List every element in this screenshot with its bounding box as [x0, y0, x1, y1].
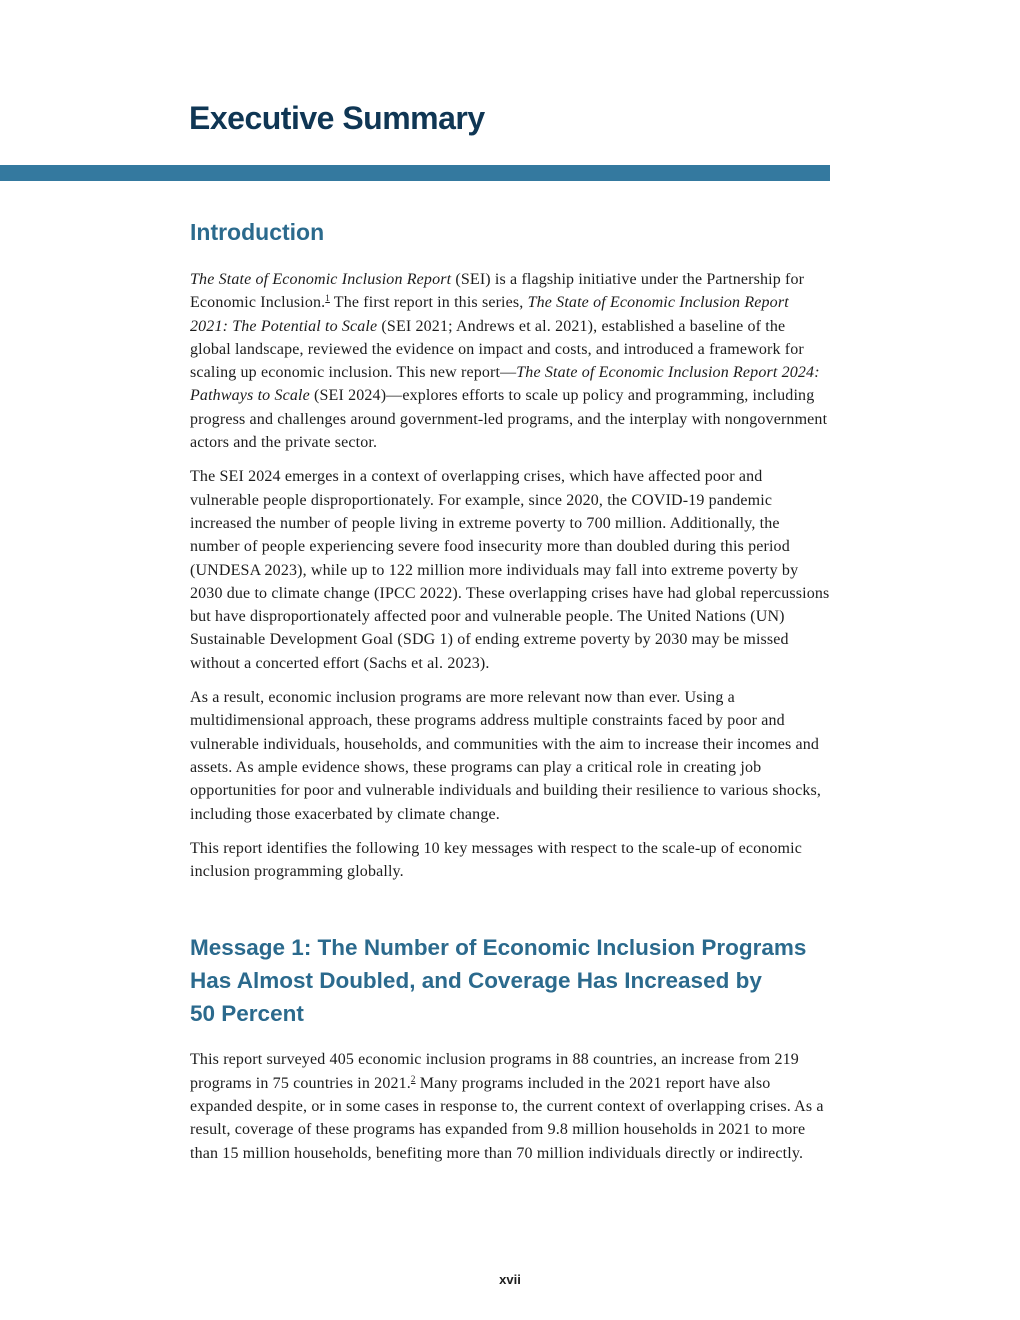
report-title-italic: The State of Economic Inclusion Report: [190, 271, 452, 288]
page-title: Executive Summary: [189, 100, 485, 136]
footnote-ref-1[interactable]: 1: [325, 293, 330, 304]
document-body: [190, 216, 830, 1176]
text-run: Many programs included in the 2021 report have also expanded despite, or in some cases in response to, the current context of overlapping crises. As a result, coverage of these programs has expanded from 9.8 million households in 2021 to more than 15 million households, benefiting more than 70 million individuals directly or indirectly.: [190, 1074, 824, 1162]
text-run: This report surveyed 405 economic inclusion programs in 88 countries, an increase from 219 programs in 75 countries in 2021.: [190, 1051, 799, 1092]
section-heading-introduction: Introduction: [190, 219, 325, 245]
intro-paragraph-3: As a result, economic inclusion programs are more relevant now than ever. Using a multidimensional approach, these programs address multiple constraints faced by poor and vulnerable individuals, households, and communities with the aim to increase their incomes and assets. As ample evidence shows, these programs can play a critical role in creating job opportunities for poor and vulnerable individuals and building their resilience to various shocks, including those exacerbated by climate change.: [190, 689, 822, 823]
message-1-paragraph: [190, 1048, 830, 1164]
heading-line: 50 Percent: [190, 1001, 304, 1027]
footnote-ref-2[interactable]: 2: [410, 1073, 416, 1084]
heading-line: Message 1: The Number of Economic Inclusion Programs: [190, 935, 807, 961]
heading-line: Has Almost Doubled, and Coverage Has Increased by: [190, 968, 762, 994]
text-run: (SEI) is a flagship initiative under the Partnership for Economic Inclusion.: [190, 271, 805, 312]
report-title-italic: The State of Economic Inclusion Report 2024: Pathways to Scale: [190, 364, 820, 405]
text-run: (SEI 2021; Andrews et al. 2021), established a baseline of the global landscape, reviewed the evidence on impact and costs, and introduced a framework for scaling up economic inclusion. This new report—: [190, 317, 804, 382]
intro-paragraph-2: The SEI 2024 emerges in a context of overlapping crises, which have affected poor and vulnerable people disproportionately. For example, since 2020, the COVID-19 pandemic increased the number of people living in extreme poverty to 700 million. Additionally, the number of people experiencing severe food insecurity more than doubled during this period (UNDESA 2023), while up to 122 million more individuals may fall into extreme poverty by 2030 due to climate change (IPCC 2022). These overlapping crises have had global repercussions but have disproportionately affected poor and vulnerable people. The United Nations (UN) Sustainable Development Goal (SDG 1) of ending extreme poverty by 2030 may be missed without a concerted effort (Sachs et al. 2023).: [190, 468, 830, 672]
intro-paragraph-4: This report identifies the following 10 key messages with respect to the scale-up of economic inclusion programming globally.: [190, 839, 803, 881]
text-run: The first report in this series,: [329, 294, 528, 312]
intro-paragraph-1: [190, 268, 830, 454]
text-run: (SEI 2024)—explores efforts to scale up policy and programming, including progress and challenges around government-led programs, and the interplay with nongovernment actors and the private sector.: [190, 387, 828, 452]
title-rule: [0, 165, 830, 181]
page-number: xvii: [499, 1272, 521, 1287]
report-title-italic: The State of Economic Inclusion Report 2021: The Potential to Scale: [190, 294, 789, 335]
section-heading-message-1: [190, 931, 830, 1030]
